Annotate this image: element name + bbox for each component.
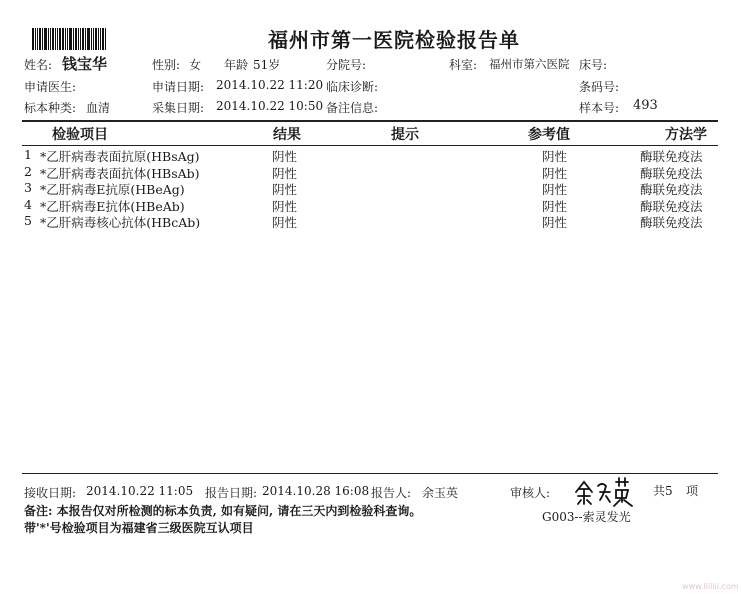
barcode-bar [59, 28, 61, 50]
test-result: 阴性 [272, 215, 298, 231]
item-total: 共5 [653, 484, 673, 498]
test-item-name: *乙肝病毒核心抗体(HBcAb) [40, 215, 201, 231]
test-item-name: *乙肝病毒E抗原(HBeAg) [40, 182, 185, 198]
report-date-label: 报告日期: [205, 486, 258, 500]
barcode-bar [44, 28, 47, 50]
col-ref-header: 参考值 [528, 127, 570, 143]
barcode-bar [82, 28, 84, 50]
diagnosis-label: 临床诊断: [326, 80, 379, 94]
dept-value: 福州市第六医院 [489, 57, 570, 71]
reference-value: 阴性 [542, 182, 568, 198]
apply-date: 2014.10.22 11:20 [216, 78, 324, 92]
sex-label: 性别: [152, 58, 181, 72]
barcode-bar [62, 28, 64, 50]
barcode-bar [35, 28, 36, 50]
row-number: 2 [24, 163, 32, 179]
table-row [22, 147, 722, 163]
specimen-label: 标本种类: [24, 101, 77, 115]
age-label: 年龄 [224, 58, 249, 72]
row-number: 1 [24, 147, 32, 162]
barcode-bar [65, 28, 66, 50]
apply-date-label: 申请日期: [152, 80, 205, 94]
patient-sex: 女 [189, 58, 202, 72]
test-item-name: *乙肝病毒E抗体(HBeAb) [40, 198, 185, 214]
doctor-label: 申请医生: [24, 80, 77, 94]
sample-label: 样本号: [579, 101, 620, 115]
row-number: 4 [24, 196, 32, 212]
row-number: 3 [24, 180, 32, 196]
test-method: 酶联免疫法 [640, 149, 703, 164]
barcode-bar [95, 28, 97, 50]
bed-label: 床号: [579, 58, 608, 72]
test-result: 阴性 [272, 198, 298, 214]
dept-label: 科室: [449, 58, 478, 72]
watermark: www.liiiiii.com [682, 582, 739, 591]
reviewer-code: G003--索灵发光 [542, 510, 631, 524]
barcode-bar [67, 28, 68, 50]
col-item-header: 检验项目 [52, 127, 108, 143]
col-method-header: 方法学 [665, 127, 707, 143]
barcode-bar [98, 28, 99, 50]
reviewer-label: 审核人: [510, 486, 551, 500]
barcode-bar [52, 28, 54, 50]
test-result: 阴性 [272, 182, 298, 198]
barcode-bar [100, 28, 101, 50]
collect-date-label: 采集日期: [152, 101, 205, 115]
receive-label: 接收日期: [24, 486, 77, 500]
report-title: 福州市第一医院检验报告单 [268, 28, 520, 52]
barcode-bar [73, 28, 74, 50]
barcode-bar [55, 28, 56, 50]
reporter-label: 报告人: [371, 486, 412, 500]
test-method: 酶联免疫法 [640, 198, 703, 214]
table-row [22, 213, 722, 229]
reporter-name: 余玉英 [422, 486, 459, 500]
name-label: 姓名: [24, 58, 53, 72]
reference-value: 阴性 [542, 149, 568, 164]
test-method: 酶联免疫法 [640, 165, 703, 181]
barcode-bar [39, 28, 41, 50]
barcode-label: 条码号: [579, 80, 620, 94]
barcode-bar [32, 28, 34, 50]
sample-number: 493 [633, 98, 658, 113]
reference-value: 阴性 [542, 165, 568, 181]
table-row [22, 180, 722, 196]
row-number: 5 [24, 213, 32, 229]
barcode [32, 28, 108, 50]
test-method: 酶联免疫法 [640, 182, 703, 198]
barcode-bar [42, 28, 43, 50]
reference-value: 阴性 [542, 198, 568, 214]
test-result: 阴性 [272, 165, 298, 181]
barcode-bar [105, 28, 106, 50]
table-row [22, 164, 722, 180]
test-method: 酶联免疫法 [640, 215, 703, 231]
barcode-bar [57, 28, 58, 50]
header-bottom-rule [22, 145, 718, 146]
barcode-bar [69, 28, 72, 50]
reviewer-signature [570, 474, 634, 508]
barcode-bar [50, 28, 51, 50]
test-result: 阴性 [272, 149, 298, 164]
table-row [22, 197, 722, 213]
report-note: 备注: 本报告仅对所检测的标本负责, 如有疑问, 请在三天内到检验科查询。 [24, 504, 422, 518]
barcode-bar [48, 28, 49, 50]
barcode-bar [85, 28, 86, 50]
barcode-bar [37, 28, 38, 50]
receive-date: 2014.10.22 11:05 [86, 484, 194, 498]
col-hint-header: 提示 [391, 127, 419, 143]
barcode-bar [87, 28, 90, 50]
test-item-name: *乙肝病毒表面抗原(HBsAg) [40, 149, 200, 164]
reference-value: 阴性 [542, 215, 568, 231]
patient-name: 钱宝华 [62, 55, 108, 73]
barcode-bar [102, 28, 104, 50]
barcode-bar [93, 28, 94, 50]
specimen-value: 血清 [86, 101, 111, 115]
item-total-unit: 项 [686, 484, 699, 498]
barcode-bar [80, 28, 81, 50]
barcode-bar [75, 28, 77, 50]
notes-label: 备注信息: [326, 101, 379, 115]
patient-age: 51岁 [253, 58, 281, 72]
barcode-bar [91, 28, 92, 50]
header-top-rule [22, 120, 718, 122]
test-item-name: *乙肝病毒表面抗体(HBsAb) [40, 165, 200, 181]
branch-label: 分院号: [326, 58, 367, 72]
collect-date: 2014.10.22 10:50 [216, 99, 324, 113]
mutual-recognition-note: 带'*'号检验项目为福建省三级医院互认项目 [24, 521, 254, 535]
barcode-bar [78, 28, 79, 50]
report-date: 2014.10.28 16:08 [262, 484, 370, 498]
col-result-header: 结果 [273, 127, 301, 143]
